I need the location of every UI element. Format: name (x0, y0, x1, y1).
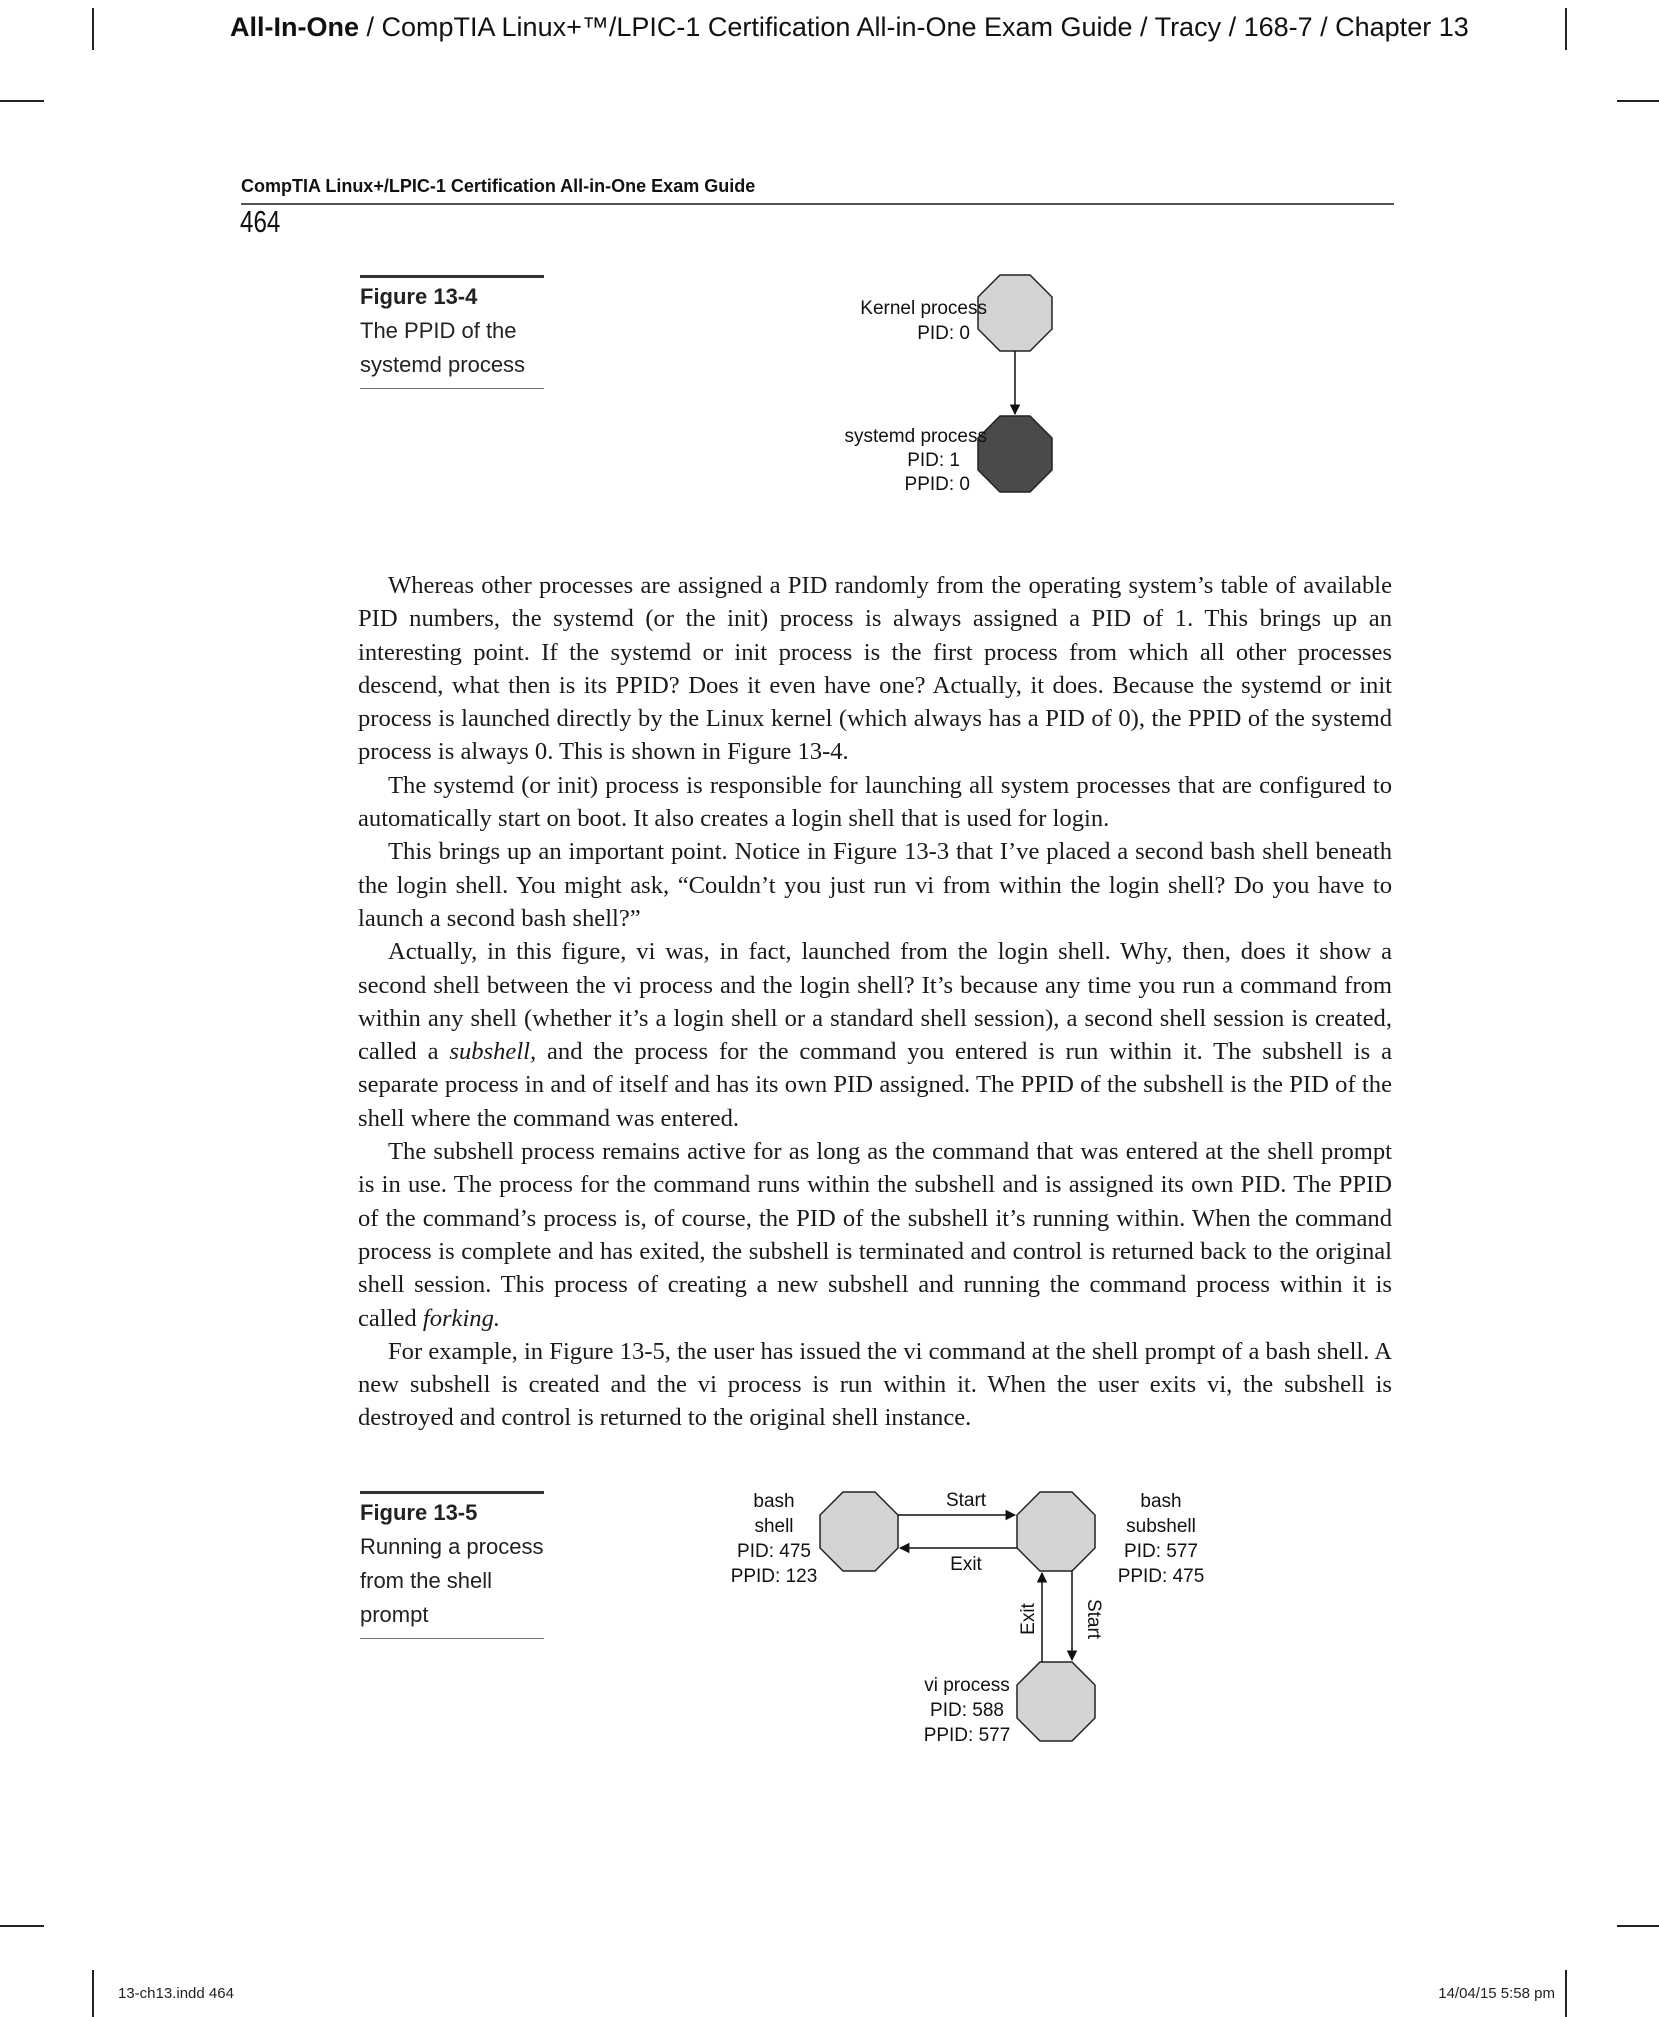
start-label-vertical: Start (1083, 1598, 1104, 1640)
systemd-process-node (978, 416, 1052, 492)
crop-mark-bottom-right (1565, 1970, 1567, 2017)
start-label-horizontal: Start (945, 1490, 987, 1511)
crop-mark-right-upper (1617, 100, 1659, 102)
kernel-pid-label: PID: 0 (917, 323, 970, 344)
crop-mark-right-lower (1617, 1925, 1659, 1927)
crop-mark-top-right (1565, 8, 1567, 50)
systemd-pid-label: PID: 1 (907, 450, 960, 471)
systemd-ppid-label: PPID: 0 (904, 474, 970, 495)
footer-timestamp: 14/04/15 5:58 pm (1438, 1985, 1555, 2002)
kernel-process-label: Kernel process (860, 298, 987, 319)
slug-text: / CompTIA Linux+™/LPIC-1 Certification All-in-One Exam Guide / Tracy / 168-7 / Chapter 13 (359, 12, 1469, 42)
bash-shell-node (820, 1492, 898, 1571)
term-forking: forking. (422, 1304, 501, 1332)
vi-process-label-ppid: PPID: 577 (923, 1725, 1011, 1746)
kernel-process-node (978, 275, 1052, 351)
slug-brand: All-In-One (230, 12, 359, 42)
crop-mark-top-left (92, 8, 94, 50)
vi-process-label-pid: PID: 588 (930, 1700, 1004, 1721)
paragraph-6: For example, in Figure 13-5, the user has issued the vi command at the shell prompt of a bash shell. A new subshell is created and the vi process is run within it. When the user exits vi, the subshell is destroyed and control is returned to the original shell instance. (358, 1337, 1392, 1432)
paragraph-4 (358, 935, 1392, 1135)
bash-shell-label-name: bash (753, 1491, 795, 1512)
paragraph-5-text-a: The subshell process remains active for as long as the command that was entered at the shell prompt is in use. The process for the command runs within the subshell and is assigned its own PID. The PPID of the command’s process is, of course, the PID of the subshell it’s running within. When the command process is complete and has exited, the subshell is terminated and control is returned back to the original shell session. This process of creating a new subshell and running the command process within it is called (358, 1138, 1392, 1332)
crop-mark-left-lower (0, 1925, 44, 1927)
figure-13-5-description: Running a process from the shell prompt (360, 1530, 544, 1639)
paragraph-4-text-a: Actually, in this figure, vi was, in fact, launched from the login shell. Why, then, does it show a second shell between the vi process and the login shell? It’s because any time you run a command from within any shell (whether it’s a login shell or a standard shell session), a second shell session is created, called a (358, 938, 1392, 1066)
bash-shell-label-type: shell (754, 1516, 794, 1537)
paragraph-2: The systemd (or init) process is responsible for launching all system processes that are configured to automatically start on boot. It also creates a login shell that is used for login. (358, 771, 1392, 833)
running-head-rule (241, 203, 1394, 205)
bash-shell-label-pid: PID: 475 (737, 1541, 811, 1562)
bash-shell-label-ppid: PPID: 123 (730, 1566, 818, 1587)
slug-line (230, 12, 1530, 43)
body-text (358, 569, 1392, 1435)
figure-13-4-caption (360, 275, 544, 389)
vi-process-label-name: vi process (924, 1675, 1010, 1696)
bash-subshell-node (1017, 1492, 1095, 1571)
bash-subshell-label-ppid: PPID: 475 (1117, 1566, 1205, 1587)
figure-13-4-description: The PPID of the systemd process (360, 314, 544, 389)
paragraph-3: This brings up an important point. Notice in Figure 13-3 that I’ve placed a second bash shell beneath the login shell. You might ask, “Couldn’t you just run vi from within the login shell? Do you have to launch a second bash shell?” (358, 838, 1392, 932)
figure-13-5-diagram (720, 1482, 1220, 1762)
figure-13-4-title: Figure 13-4 (360, 284, 478, 309)
bash-subshell-label-name: bash (1140, 1491, 1182, 1512)
crop-mark-bottom-left (92, 1970, 94, 2017)
systemd-process-label: systemd process (844, 426, 987, 447)
crop-mark-left-upper (0, 100, 44, 102)
vi-process-node (1017, 1662, 1095, 1741)
paragraph-1: Whereas other processes are assigned a PID randomly from the operating system’s table of available PID numbers, the systemd (or the init) process is always assigned a PID of 1. This brings up an interesting point. If the systemd or init process is the first process from which all other processes descend, what then is its PPID? Does it even have one? Actually, it does. Because the systemd or init process is launched directly by the Linux kernel (which always has a PID of 0), the PPID of the systemd process is always 0. This is shown in Figure 13-4. (358, 572, 1392, 766)
running-head: CompTIA Linux+/LPIC-1 Certification All-in-One Exam Guide (241, 176, 756, 196)
bash-subshell-label-pid: PID: 577 (1124, 1541, 1198, 1562)
paragraph-5 (358, 1135, 1392, 1335)
paragraph-4-text-b: and the process for the command you entered is run within it. The subshell is a separate process in and of itself and has its own PID assigned. The PPID of the subshell is the PID of the shell where the command was entered. (358, 1038, 1392, 1132)
figure-13-5-caption (360, 1491, 544, 1639)
footer-file-info: 13-ch13.indd 464 (118, 1985, 234, 2002)
bash-subshell-label-type: subshell (1126, 1516, 1196, 1537)
figure-13-5-title: Figure 13-5 (360, 1500, 478, 1525)
term-subshell: subshell, (449, 1038, 537, 1066)
exit-label-horizontal: Exit (950, 1554, 982, 1575)
page-number: 464 (240, 204, 281, 239)
figure-13-4-diagram (830, 268, 1130, 518)
exit-label-vertical: Exit (1018, 1603, 1039, 1635)
